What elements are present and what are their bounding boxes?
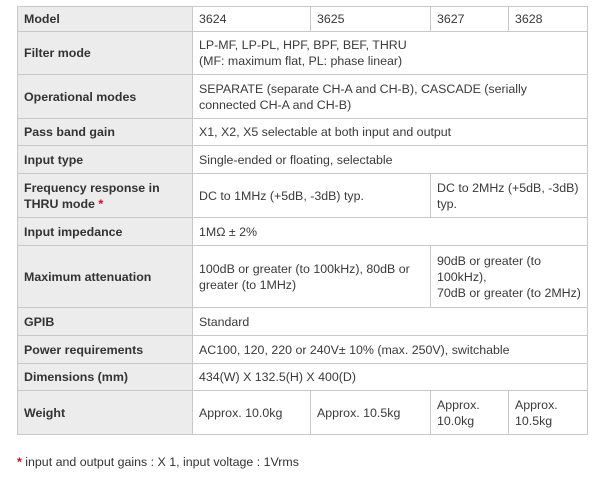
model-3628: 3628 <box>509 7 588 32</box>
frequency-response-3624-3625: DC to 1MHz (+5dB, -3dB) typ. <box>193 174 431 218</box>
max-attenuation-3627-3628 <box>431 246 588 308</box>
row-label-gpib: GPIB <box>18 308 193 336</box>
row-label-maximum-attenuation: Maximum attenuation <box>18 246 193 308</box>
row-label-input-type: Input type <box>18 146 193 174</box>
weight-3625: Approx. 10.5kg <box>311 391 431 435</box>
operational-modes-line-1: SEPARATE (separate CH-A and CH-B), CASCADE (serially <box>199 81 527 96</box>
table-row-gpib <box>18 308 588 336</box>
row-label-power-requirements: Power requirements <box>18 336 193 364</box>
footnote-marker: * <box>98 196 104 211</box>
weight-3627 <box>431 391 509 435</box>
spec-table <box>17 6 588 435</box>
table-row-operational-modes <box>18 75 588 119</box>
row-label-dimensions: Dimensions (mm) <box>18 364 193 391</box>
weight-3624: Approx. 10.0kg <box>193 391 311 435</box>
row-label-operational-modes: Operational modes <box>18 75 193 119</box>
power-requirements-value: AC100, 120, 220 or 240V± 10% (max. 250V), switchable <box>193 336 588 364</box>
weight-3627-line-1: Approx. <box>437 397 480 412</box>
weight-3628-line-2: 10.5kg <box>515 413 553 428</box>
row-label-pass-band-gain: Pass band gain <box>18 119 193 146</box>
input-type-value: Single-ended or floating, selectable <box>193 146 588 174</box>
filter-mode-line-2: (MF: maximum flat, PL: phase linear) <box>199 54 403 68</box>
max-attenuation-a-line-1: 100dB or greater (to 100kHz), 80dB or <box>199 261 410 276</box>
max-attenuation-a-line-2: greater (to 1MHz) <box>199 277 297 292</box>
frequency-response-label-line-1: Frequency response in <box>24 180 160 195</box>
row-label-filter-mode: Filter mode <box>18 32 193 75</box>
row-label-input-impedance: Input impedance <box>18 218 193 246</box>
row-label-weight: Weight <box>18 391 193 435</box>
weight-3628-line-1: Approx. <box>515 397 558 412</box>
max-attenuation-b-line-3: 70dB or greater (to 2MHz) <box>437 285 581 300</box>
weight-3628 <box>509 391 588 435</box>
gpib-value: Standard <box>193 308 588 336</box>
table-row-power-requirements <box>18 336 588 364</box>
filter-mode-line-1: LP-MF, LP-PL, HPF, BPF, BEF, THRU <box>199 38 407 52</box>
footnote-star: * <box>17 455 22 469</box>
dimensions-value: 434(W) X 132.5(H) X 400(D) <box>193 364 588 391</box>
table-row-maximum-attenuation <box>18 246 588 308</box>
table-row-frequency-response <box>18 174 588 218</box>
frequency-response-b-line-1: DC to 2MHz (+5dB, -3dB) <box>437 180 579 195</box>
max-attenuation-3624-3625 <box>193 246 431 308</box>
table-row-weight <box>18 391 588 435</box>
frequency-response-3627-3628 <box>431 174 588 218</box>
table-row-input-impedance <box>18 218 588 246</box>
frequency-response-b-line-2: typ. <box>437 196 457 211</box>
max-attenuation-b-line-2: 100kHz), <box>437 269 487 284</box>
model-3624: 3624 <box>193 7 311 32</box>
footnote-text: input and output gains : X 1, input voltage : 1Vrms <box>21 455 299 469</box>
row-label-model: Model <box>18 7 193 32</box>
table-row-dimensions <box>18 364 588 391</box>
operational-modes-line-2: connected CH-A and CH-B) <box>199 97 352 112</box>
model-3625: 3625 <box>311 7 431 32</box>
operational-modes-value <box>193 75 588 119</box>
pass-band-gain-value: X1, X2, X5 selectable at both input and output <box>193 119 588 146</box>
max-attenuation-b-line-1: 90dB or greater (to <box>437 253 542 268</box>
input-impedance-value: 1MΩ ± 2% <box>193 218 588 246</box>
table-row-input-type <box>18 146 588 174</box>
table-row-pass-band-gain <box>18 119 588 146</box>
table-row-filter-mode <box>18 32 588 75</box>
filter-mode-value <box>193 32 588 75</box>
table-row-model <box>18 7 588 32</box>
frequency-response-label-line-2: THRU mode <box>24 196 95 211</box>
footnote <box>17 455 299 469</box>
row-label-frequency-response <box>18 174 193 218</box>
model-3627: 3627 <box>431 7 509 32</box>
weight-3627-line-2: 10.0kg <box>437 413 475 428</box>
